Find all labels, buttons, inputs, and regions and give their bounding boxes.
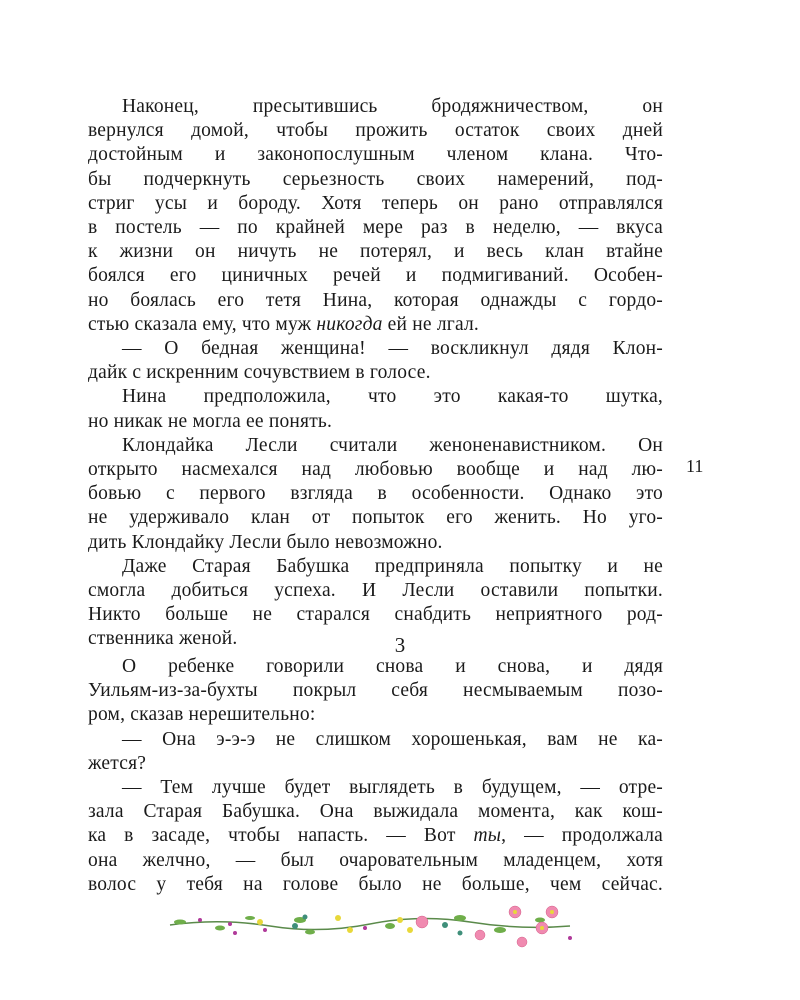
text-line (88, 192, 663, 216)
text-line (88, 482, 663, 506)
text-line (88, 849, 663, 873)
line-text: — Она э-э-э не слишком хорошенькая, вам не ка- (122, 728, 663, 750)
text-line (122, 728, 663, 752)
line-text: она желчно, — был очаровательным младенцем, хотя (88, 849, 663, 871)
text-line (88, 361, 663, 385)
line-text: дайк с искренним сочувствием в голосе. (88, 362, 431, 384)
text-line (122, 95, 663, 119)
text-line (88, 752, 663, 776)
floral-ornament (160, 900, 580, 950)
line-text: но боялась его тетя Нина, которая однажды с гордо- (88, 289, 663, 311)
line-text: смогла добиться успеха. И Лесли оставили попытки. (88, 580, 663, 601)
text-line (88, 216, 663, 240)
text-line (122, 776, 663, 800)
text-line (122, 655, 663, 679)
text-line (88, 603, 663, 627)
chapter-number: 3 (394, 633, 406, 657)
text-line (88, 579, 663, 603)
line-text: Даже Старая Бабушка предприняла попытку и не (122, 555, 663, 577)
text-line (88, 168, 663, 192)
line-text: Уильям-из-за-бухты покрыл себя несмываемым позо- (88, 680, 663, 702)
line-text: к жизни он ничуть не потерял, и весь клан втайне (88, 241, 663, 263)
line-text: Никто больше не старался снабдить неприятного род- (88, 604, 663, 626)
line-text: но никак не могла ее понять. (88, 410, 333, 432)
line-text: Нина предположила, что это какая-то шутка, (122, 386, 663, 408)
line-text: зала Старая Бабушка. Она выжидала момента, как кош- (88, 801, 663, 823)
text-line (122, 385, 663, 409)
line-text: достойным и законопослушным членом клана. Что- (88, 144, 663, 166)
line-text-after: ей не лгал. (382, 313, 479, 335)
text-line (88, 506, 663, 530)
text-line (88, 119, 663, 143)
text-line (88, 143, 663, 167)
line-text: боялся его циничных речей и подмигиваний. Особен- (88, 265, 663, 287)
text-line (88, 679, 663, 703)
line-text: Клондайка Лесли считали женоненавистником. Он (122, 434, 663, 456)
line-text: стриг усы и бороду. Хотя теперь он рано отправлялся (88, 192, 663, 214)
text-line (122, 555, 663, 579)
text-line (88, 531, 663, 555)
line-text: в постель — по крайней мере раз в неделю, — вкуса (88, 217, 663, 238)
text-line (88, 873, 663, 897)
text-line (122, 337, 663, 361)
line-text: открыто насмехался над любовью вообще и над лю- (88, 459, 663, 480)
line-text: — О бедная женщина! — воскликнул дядя Клон- (122, 338, 663, 359)
line-text: бовью с первого взгляда в особенности. Однако это (88, 483, 663, 505)
text-line (88, 240, 663, 264)
line-text: ственника женой. (88, 628, 238, 650)
line-text: жется? (88, 752, 147, 774)
text-line (122, 434, 663, 458)
italic-word: ты (473, 825, 502, 847)
italic-word: никогда (316, 313, 383, 335)
line-text: не удерживало клан от попыток его женить. Но уго- (88, 507, 663, 529)
text-line (88, 313, 663, 337)
text-line (88, 458, 663, 482)
text-line (88, 800, 663, 824)
line-text: волос у тебя на голове было не больше, чем сейчас. (88, 873, 663, 895)
line-text: бы подчеркнуть серьезность своих намерений, под- (88, 168, 663, 190)
line-text: вернулся домой, чтобы прожить остаток своих дней (88, 120, 663, 142)
text-line (88, 289, 663, 313)
text-line (88, 410, 663, 434)
line-text: О ребенке говорили снова и снова, и дядя (122, 656, 663, 677)
line-text: ка в засаде, чтобы напасть. — Вот (88, 825, 474, 847)
line-text: — Тем лучше будет выглядеть в будущем, — отре- (122, 777, 663, 798)
text-line (88, 703, 663, 727)
line-text: Наконец, пресытившись бродяжничеством, он (122, 96, 663, 117)
line-text-after: , — продолжала (501, 825, 663, 847)
text-line (88, 824, 663, 848)
line-text: ром, сказав нерешительно: (88, 704, 316, 726)
line-text: стью сказала ему, что муж (88, 313, 317, 335)
text-line (88, 264, 663, 288)
line-text: дить Клондайку Лесли было невозможно. (88, 531, 443, 553)
page-number: 11 (686, 456, 704, 476)
